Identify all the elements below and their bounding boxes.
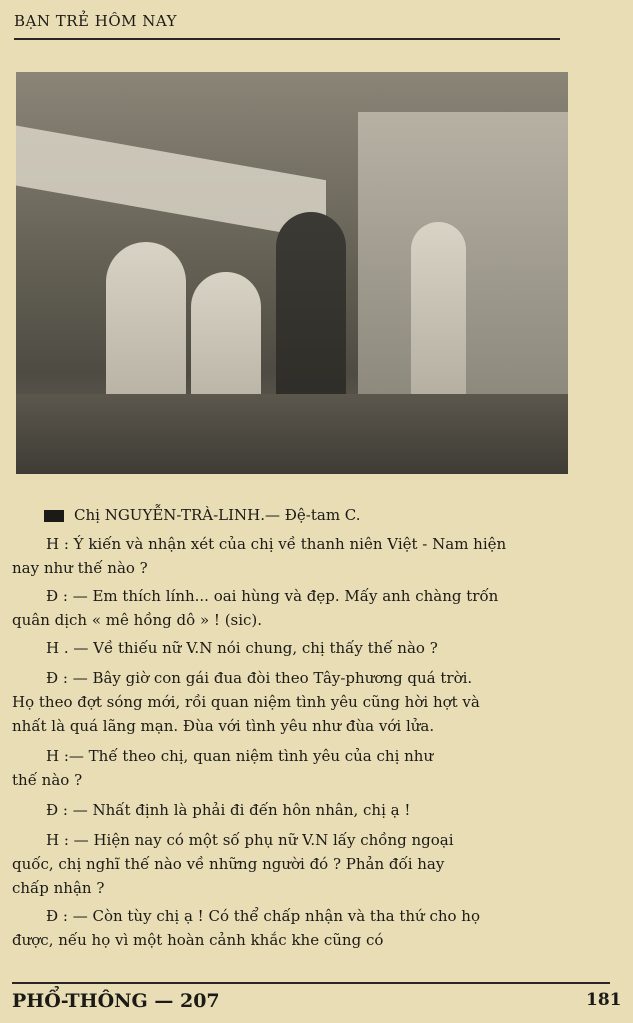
text-line: H . — Về thiếu nữ V.N nói chung, chị thấy thế nào ? — [46, 639, 438, 657]
text-line: H : Ý kiến và nhận xét của chị về thanh niên Việt - Nam hiện — [46, 535, 507, 553]
text-line: Đ : — Nhất định là phải đi đến hôn nhân, chị ạ ! — [46, 801, 411, 819]
text-line: Đ : — Em thích lính... oai hùng và đẹp. Mấy anh chàng trốn — [46, 587, 499, 605]
text-line: thế nào ? — [12, 771, 83, 789]
text-line: nay như thế nào ? — [12, 559, 148, 577]
caption — [46, 506, 361, 524]
text-line: Đ : — Bây giờ con gái đua đòi theo Tây-phương quá trời. — [46, 669, 473, 687]
text-line: chấp nhận ? — [12, 879, 105, 897]
text-line: nhất là quá lãng mạn. Đùa với tình yêu như đùa với lửa. — [12, 717, 435, 735]
photo-roof — [16, 124, 326, 240]
text-line: H : — Hiện nay có một số phụ nữ V.N lấy chồng ngoại — [46, 831, 454, 849]
text-line: Đ : — Còn tùy chị ạ ! Có thể chấp nhận và tha thứ cho họ — [46, 907, 480, 925]
footer-rule — [12, 982, 610, 984]
caption-marker-icon — [44, 510, 64, 522]
running-header: BẠN TRẺ HÔM NAY — [14, 12, 178, 30]
magazine-issue: PHỔ-THÔNG — 207 — [12, 990, 220, 1012]
text-line: quốc, chị nghĩ thế nào về những người đó ? Phản đối hay — [12, 855, 445, 873]
text-line: quân dịch « mê hồng dô » ! (sic). — [12, 611, 263, 629]
text-line: Họ theo đợt sóng mới, rồi quan niệm tình yêu cũng hời hợt và — [12, 693, 480, 711]
page-number: 181 — [586, 990, 622, 1010]
header-rule — [14, 38, 560, 40]
photo-ground — [16, 394, 568, 474]
text-line: H :— Thế theo chị, quan niệm tình yêu của chị như — [46, 747, 434, 765]
text-line: được, nếu họ vì một hoàn cảnh khắc khe cũng có — [12, 931, 384, 949]
caption-text: Chị NGUYỄN-TRÀ-LINH.— Đệ-tam C. — [74, 506, 361, 524]
photograph — [16, 72, 568, 474]
